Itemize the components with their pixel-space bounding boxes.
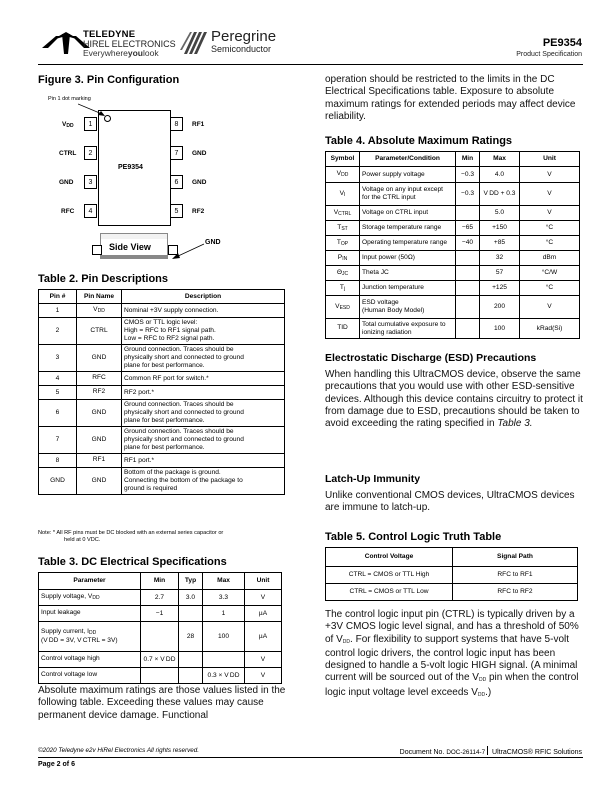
param-line: ionizing radiation <box>362 328 412 336</box>
side-pad-left <box>92 245 102 255</box>
max-cell: 1 <box>203 606 245 622</box>
max-cell: 100 <box>480 319 520 339</box>
max-cell: 32 <box>480 251 520 266</box>
symbol-sub: DD <box>341 172 349 178</box>
desc-line: CMOS or TTL logic level: <box>124 319 198 326</box>
pin-4: 4 <box>84 204 97 218</box>
symbol-cell <box>326 221 360 236</box>
symbol: V <box>335 302 340 310</box>
pin-name-cell <box>77 318 122 345</box>
max-cell: V DD + 0.3 <box>480 183 520 206</box>
signal-path-cell: RFC to RF1 <box>453 567 578 584</box>
param-text: Control voltage high <box>41 655 100 662</box>
pin-name: GND <box>91 408 107 416</box>
pin-descriptions-table <box>38 289 285 495</box>
table-row <box>39 372 285 386</box>
symbol: V <box>333 208 339 216</box>
desc-line: Bottom of the package is ground. <box>124 469 221 476</box>
latchup-paragraph: Unlike conventional CMOS devices, UltraCMOS devices are immune to latch-up. <box>325 490 575 514</box>
pin-3: 3 <box>84 175 97 189</box>
copyright: ©2020 Teledyne e2v HiRel Electronics All rights reserved. <box>38 747 199 754</box>
col-header: Min <box>141 573 179 590</box>
symbol-sub: ESD <box>339 304 350 311</box>
table-row <box>39 400 285 427</box>
parameter-cell <box>360 221 456 236</box>
table-row <box>326 183 580 206</box>
esd-body: When handling this UltraCMOS device, observe the same precautions that you would use with other ESD-sensitive devices. Although this device contains circuitry to protect it from damage due to ESD, precautions should be taken to avoid exceeding the rating specified in <box>325 369 583 430</box>
esd-heading: Electrostatic Discharge (ESD) Precautions <box>325 352 537 364</box>
max-cell: 0.3 × V DD <box>203 668 245 684</box>
teledyne-tagline <box>83 49 176 59</box>
truth-table <box>325 547 578 601</box>
pin-name: RF2 <box>92 388 106 395</box>
desc-line: Nominal +3V supply connection. <box>124 306 219 314</box>
symbol: V <box>336 170 342 177</box>
pin-name-cell <box>77 345 122 372</box>
doc-no: DOC-26114-7 <box>446 749 486 756</box>
symbol-sub: CTRL <box>338 210 352 217</box>
max-cell: 100 <box>203 622 245 652</box>
parameter-cell <box>39 590 141 606</box>
table-row <box>326 167 580 183</box>
doc-no-label: Document No. <box>399 749 445 756</box>
pin1-dot-label: Pin 1 dot marking <box>48 96 91 102</box>
pin-name: GND <box>91 476 107 484</box>
pin-name-cell <box>77 427 122 454</box>
peregrine-logo-icon <box>180 30 208 56</box>
col-header: Min <box>456 152 480 167</box>
desc-line: RF1 port.* <box>124 456 155 464</box>
col-header: Signal Path <box>453 548 578 567</box>
doc-type: Product Specification <box>516 51 582 58</box>
symbol-cell <box>326 206 360 221</box>
min-cell: 2.7 <box>141 590 179 606</box>
symbol-cell <box>326 236 360 251</box>
param-line: Operating temperature range <box>362 239 448 246</box>
param-line: Input power (50Ω) <box>362 254 415 261</box>
table-row <box>326 584 578 601</box>
table-row <box>39 668 282 684</box>
param-line: Theta JC <box>362 269 389 276</box>
max-cell: 4.0 <box>480 167 520 183</box>
pin-name-cell <box>77 454 122 468</box>
desc-line: Ground connection. Traces should be <box>124 428 234 435</box>
table-row <box>39 590 282 606</box>
table-row <box>39 468 285 495</box>
desc-line: Connecting the bottom of the package to <box>124 477 243 484</box>
pin-name: GND <box>91 435 107 443</box>
latchup-heading: Latch-Up Immunity <box>325 473 421 485</box>
typ-cell: 3.0 <box>179 590 203 606</box>
pin-number-cell: 7 <box>39 427 77 454</box>
ctrl-text-1: The control logic input pin (CTRL) is typically driven by a +3V CMOS logic level signal, and has a threshold of 50% of V <box>325 609 579 645</box>
footer-separator <box>487 746 488 755</box>
esd-paragraph <box>325 369 587 430</box>
pin-label-gnd: GND <box>59 179 74 186</box>
param-text: Supply current, I <box>41 628 90 635</box>
param-line: Storage temperature range <box>362 224 442 231</box>
parameter-cell <box>39 606 141 622</box>
col-header: Typ <box>179 573 203 590</box>
unit-cell: V <box>245 652 282 668</box>
symbol: T <box>337 223 342 231</box>
min-cell: −0.3 <box>456 183 480 206</box>
min-cell: −1 <box>141 606 179 622</box>
parameter-cell <box>360 296 456 319</box>
symbol-sub: j <box>343 285 346 292</box>
table-row <box>39 345 285 372</box>
pin-8: 8 <box>170 117 183 131</box>
max-cell <box>203 652 245 668</box>
desc-line: Ground connection. Traces should be <box>124 401 234 408</box>
min-cell <box>141 622 179 652</box>
teledyne-line2: HIREL ELECTRONICS <box>83 38 176 49</box>
desc-line: Low = RFC to RF2 signal path. <box>124 335 215 342</box>
pin-label-rf1: RF1 <box>192 121 205 128</box>
abs-max-paragraph-right: operation should be restricted to the limits in the DC Electrical Specifications table. Exposure to absolute maximum ratings for extended periods may affect device reliability. <box>325 74 576 122</box>
desc-line: physically short and connected to ground <box>124 436 244 443</box>
tagline-bold: you <box>127 48 144 58</box>
pin-name-cell <box>77 468 122 495</box>
symbol: Θ <box>336 268 342 276</box>
table-row <box>326 221 580 236</box>
side-view-label: Side View <box>109 242 151 252</box>
note-line2: held at 0 VDC. <box>64 537 101 543</box>
col-header: Parameter <box>39 573 141 590</box>
pin-label-sub: DD <box>66 123 74 129</box>
abs-max-paragraph-left: Absolute maximum ratings are those values listed in the following table. Exceeding these values may cause permanent device damage. Functional <box>38 685 286 721</box>
abs-max-ratings-table <box>325 151 580 339</box>
min-cell: −0.3 <box>456 167 480 183</box>
table-row <box>326 567 578 584</box>
table-row <box>39 622 282 652</box>
table4-title: Table 4. Absolute Maximum Ratings <box>325 135 513 147</box>
peregrine-wordmark <box>211 29 276 54</box>
max-cell: +125 <box>480 281 520 296</box>
symbol: T <box>336 238 341 246</box>
unit-cell: µA <box>245 606 282 622</box>
table-row <box>39 606 282 622</box>
symbol-sub: I <box>344 191 346 198</box>
page-number: Page 2 of 6 <box>38 761 75 768</box>
signal-path-cell: RFC to RF2 <box>453 584 578 601</box>
param-sub: DD <box>92 595 100 601</box>
param-text: Input leakage <box>41 609 81 616</box>
unit-cell: V <box>245 590 282 606</box>
ctrl-text-3: pin when the control logic input voltage level exceeds V <box>325 672 579 698</box>
description-cell <box>122 468 285 495</box>
table-row <box>326 206 580 221</box>
unit-cell: V <box>520 296 580 319</box>
symbol: P <box>337 253 343 261</box>
symbol-cell <box>326 167 360 183</box>
pin-label-vdd <box>62 121 74 129</box>
col-header: Parameter/Condition <box>360 152 456 167</box>
desc-line: physically short and connected to ground <box>124 409 244 416</box>
footer-divider <box>38 757 583 758</box>
min-cell <box>456 206 480 221</box>
pin-number-cell: 4 <box>39 372 77 386</box>
ctrl-text-4: .) <box>485 686 492 698</box>
table-row <box>326 266 580 281</box>
symbol: T <box>339 283 344 291</box>
table-row <box>326 296 580 319</box>
max-cell: +150 <box>480 221 520 236</box>
control-voltage-cell: CTRL = CMOS or TTL Low <box>326 584 453 601</box>
pin-name: V <box>93 306 98 313</box>
table-row <box>326 236 580 251</box>
unit-cell: V <box>520 183 580 206</box>
pin-name-cell <box>77 386 122 400</box>
col-header: Unit <box>520 152 580 167</box>
param-line: Voltage on any input except <box>362 186 444 193</box>
col-header: Max <box>480 152 520 167</box>
table-row <box>326 281 580 296</box>
min-cell: 0.7 × V DD <box>141 652 179 668</box>
symbol-sub: IN <box>342 255 348 262</box>
pin-name-cell <box>77 304 122 318</box>
min-cell <box>456 296 480 319</box>
max-cell: 57 <box>480 266 520 281</box>
table-row <box>39 427 285 454</box>
sub-dd: DD <box>342 638 351 645</box>
pin-number-cell: 5 <box>39 386 77 400</box>
parameter-cell <box>360 206 456 221</box>
desc-line: plane for best performance. <box>124 417 205 424</box>
table2-title: Table 2. Pin Descriptions <box>38 273 168 285</box>
pin-label-gnd-7: GND <box>192 150 207 157</box>
col-header: Unit <box>245 573 282 590</box>
peregrine-line2: Semiconductor <box>211 44 272 54</box>
pin-name: GND <box>91 353 107 361</box>
desc-line: High = RFC to RF1 signal path. <box>124 327 216 334</box>
description-cell <box>122 345 285 372</box>
side-view-ground-pad <box>100 255 168 259</box>
pin-name: RF1 <box>92 456 106 463</box>
max-cell: 3.3 <box>203 590 245 606</box>
pin-label-gnd-6: GND <box>192 179 207 186</box>
desc-line: plane for best performance. <box>124 444 205 451</box>
max-cell: 200 <box>480 296 520 319</box>
description-cell <box>122 427 285 454</box>
typ-cell <box>179 606 203 622</box>
pin-1: 1 <box>84 117 97 131</box>
parameter-cell <box>360 167 456 183</box>
col-header: Description <box>122 290 285 304</box>
unit-cell: °C <box>520 281 580 296</box>
table-row <box>39 386 285 400</box>
table-row <box>326 251 580 266</box>
pin-5: 5 <box>170 204 183 218</box>
parameter-cell <box>39 622 141 652</box>
param-line: ESD voltage <box>362 299 399 306</box>
unit-cell: dBm <box>520 251 580 266</box>
description-cell <box>122 454 285 468</box>
footer-doc-info <box>400 746 582 756</box>
pin-name: CTRL <box>90 326 108 334</box>
unit-cell: °C/W <box>520 266 580 281</box>
typ-cell <box>179 668 203 684</box>
sub-dd: DD <box>477 691 486 698</box>
desc-line: physically short and connected to ground <box>124 354 244 361</box>
min-cell <box>456 266 480 281</box>
table-row <box>39 304 285 318</box>
table2-note <box>38 530 223 544</box>
parameter-cell <box>360 236 456 251</box>
desc-line: Common RF port for switch.* <box>124 374 209 382</box>
symbol-cell <box>326 266 360 281</box>
unit-cell: V <box>520 206 580 221</box>
desc-line: ground is required <box>124 485 178 492</box>
min-cell <box>141 668 179 684</box>
table5-title: Table 5. Control Logic Truth Table <box>325 531 502 543</box>
solutions-label: UltraCMOS® RFIC Solutions <box>492 749 582 756</box>
pin-label-rfc: RFC <box>61 208 75 215</box>
ctrl-paragraph <box>325 609 589 701</box>
peregrine-line1: Peregrine <box>211 28 277 45</box>
table-row <box>39 454 285 468</box>
pin-name-cell <box>77 372 122 386</box>
parameter-cell <box>360 281 456 296</box>
col-header: Pin # <box>39 290 77 304</box>
param-text: Control voltage low <box>41 671 98 678</box>
unit-cell: µA <box>245 622 282 652</box>
param-line: for the CTRL input <box>362 194 416 201</box>
symbol-cell <box>326 319 360 339</box>
description-cell <box>122 304 285 318</box>
desc-line: plane for best performance. <box>124 362 205 369</box>
symbol-cell <box>326 296 360 319</box>
table-row <box>39 318 285 345</box>
min-cell: −40 <box>456 236 480 251</box>
param-condition: (V DD = 3V, V CTRL = 3V) <box>41 637 118 644</box>
control-voltage-cell: CTRL = CMOS or TTL High <box>326 567 453 584</box>
tagline-prefix: Everywhere <box>83 48 128 58</box>
param-line: Power supply voltage <box>362 170 425 178</box>
param-line: Voltage on CTRL input <box>362 209 429 216</box>
desc-line: Ground connection. Traces should be <box>124 346 234 353</box>
pin-name-cell <box>77 400 122 427</box>
param-text: Supply voltage, V <box>41 593 93 600</box>
tagline-suffix: look <box>143 48 159 58</box>
header-divider <box>38 64 583 65</box>
param-line: Junction temperature <box>362 284 424 291</box>
teledyne-line1: TELEDYNE <box>83 29 136 40</box>
pin1-dot-icon <box>104 115 111 122</box>
unit-cell: °C <box>520 221 580 236</box>
table-row <box>39 652 282 668</box>
pin-number-cell: 3 <box>39 345 77 372</box>
pin-label-rf2: RF2 <box>192 208 205 215</box>
pin-label-ctrl: CTRL <box>59 150 77 157</box>
parameter-cell <box>360 183 456 206</box>
unit-cell: V <box>520 167 580 183</box>
sub-dd: DD <box>478 677 487 684</box>
pin-name: RFC <box>92 374 106 381</box>
pin-number-cell: GND <box>39 468 77 495</box>
pin-6: 6 <box>170 175 183 189</box>
symbol-cell <box>326 183 360 206</box>
table3-title: Table 3. DC Electrical Specifications <box>38 556 227 568</box>
parameter-cell <box>39 652 141 668</box>
description-cell <box>122 318 285 345</box>
col-header: Symbol <box>326 152 360 167</box>
pin-number-cell: 6 <box>39 400 77 427</box>
symbol: V <box>339 189 344 197</box>
pin-number-cell: 8 <box>39 454 77 468</box>
col-header: Control Voltage <box>326 548 453 567</box>
symbol-sub: JC <box>342 270 349 277</box>
gnd-label: GND <box>205 239 221 246</box>
typ-cell <box>179 652 203 668</box>
min-cell <box>456 281 480 296</box>
symbol-cell <box>326 251 360 266</box>
dc-specs-table <box>38 572 282 684</box>
symbol-sub: OP <box>340 240 349 247</box>
part-number: PE9354 <box>542 37 582 49</box>
pin-name-sub: DD <box>97 308 105 314</box>
table-row <box>326 319 580 339</box>
param-line: (Human Body Model) <box>362 307 425 314</box>
unit-cell: V <box>245 668 282 684</box>
description-cell <box>122 400 285 427</box>
parameter-cell <box>360 319 456 339</box>
parameter-cell <box>360 251 456 266</box>
esd-table-ref: Table 3. <box>497 418 533 430</box>
min-cell <box>456 319 480 339</box>
max-cell: +85 <box>480 236 520 251</box>
symbol-sub: ST <box>341 225 348 232</box>
parameter-cell <box>360 266 456 281</box>
chip-name: PE9354 <box>118 164 143 171</box>
teledyne-wordmark <box>83 30 176 59</box>
typ-cell: 28 <box>179 622 203 652</box>
symbol-cell <box>326 281 360 296</box>
description-cell <box>122 372 285 386</box>
arrow-icon <box>170 243 206 263</box>
symbol: TID <box>337 324 348 331</box>
pin-label-main: V <box>62 121 67 128</box>
pin-7: 7 <box>170 146 183 160</box>
param-sub: DD <box>89 630 97 636</box>
unit-cell: °C <box>520 236 580 251</box>
figure3-title: Figure 3. Pin Configuration <box>38 74 180 86</box>
note-line1: Note: * All RF pins must be DC blocked with an external series capacitor or <box>38 530 224 536</box>
pin-number-cell: 1 <box>39 304 77 318</box>
parameter-cell <box>39 668 141 684</box>
desc-line: RF2 port.* <box>124 388 155 396</box>
pin-number-cell: 2 <box>39 318 77 345</box>
min-cell: −65 <box>456 221 480 236</box>
description-cell <box>122 386 285 400</box>
max-cell: 5.0 <box>480 206 520 221</box>
ctrl-text-2: . For flexibility to support systems that have 5-volt control logic drivers, the control logic input has been designed to handle a 5-volt logic HIGH signal. (A minimal current will be sourced out of the V <box>325 633 578 684</box>
pin-2: 2 <box>84 146 97 160</box>
param-line: Total cumulative exposure to <box>362 320 446 328</box>
col-header: Max <box>203 573 245 590</box>
unit-cell: kRad(Si) <box>520 319 580 339</box>
min-cell <box>456 251 480 266</box>
col-header: Pin Name <box>77 290 122 304</box>
